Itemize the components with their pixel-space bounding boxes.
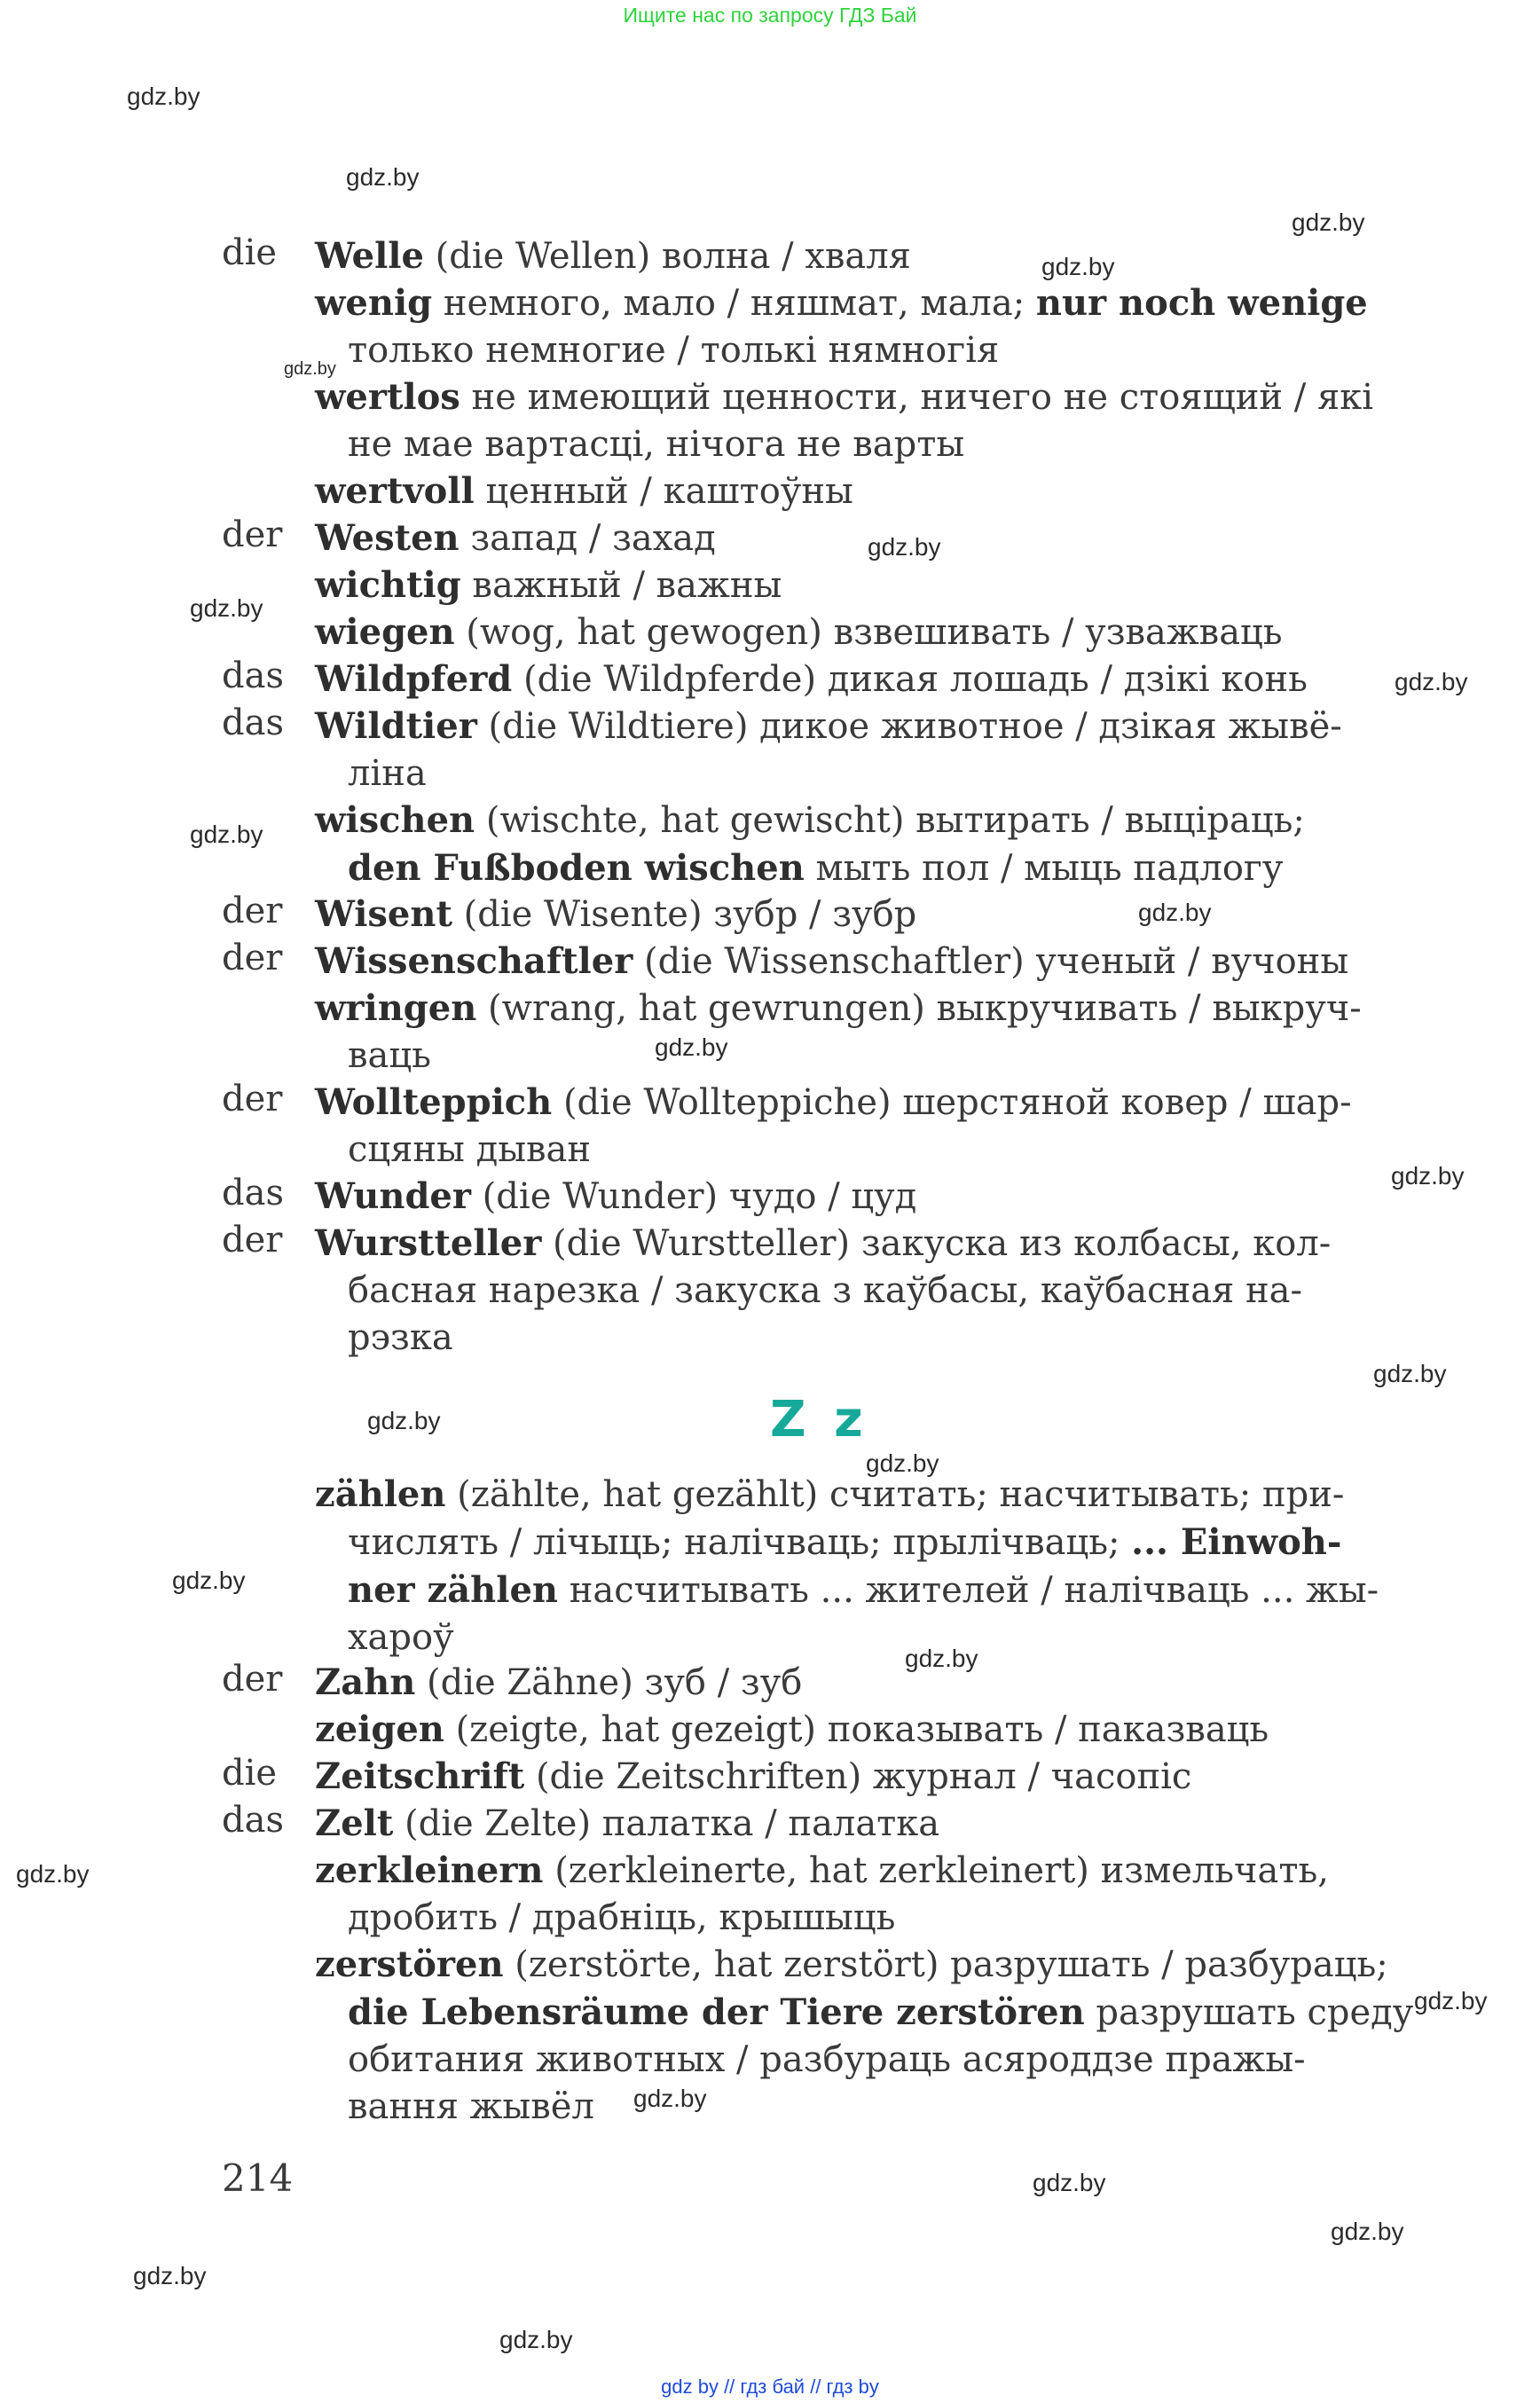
entry-article: das bbox=[222, 1800, 284, 1841]
entry-line bbox=[315, 1567, 1410, 1614]
definition-text: (die Wissenschaftler) ученый / вучоны bbox=[632, 941, 1349, 982]
headword: ... Einwoh- bbox=[1131, 1521, 1342, 1563]
headword: Wunder bbox=[315, 1175, 471, 1217]
entry-line bbox=[315, 1989, 1414, 2037]
entry-body bbox=[315, 1220, 1410, 1362]
definition-text: числять / лічыць; налічваць; прылічваць; bbox=[348, 1522, 1132, 1563]
entry-line bbox=[315, 797, 1410, 844]
entry-body bbox=[315, 279, 1410, 374]
definition-text: (die Wildpferde) дикая лошадь / дзікі конь bbox=[512, 659, 1308, 700]
headword: zerkleinern bbox=[315, 1849, 544, 1891]
definition-text: вання жывёл bbox=[348, 2086, 594, 2127]
entry-line bbox=[315, 703, 1410, 750]
footer-links[interactable]: gdz by // гдз бай // гдз by bbox=[661, 2376, 879, 2398]
entry-line bbox=[315, 327, 1410, 374]
watermark: gdz.by bbox=[172, 1567, 246, 1594]
headword: zählen bbox=[315, 1473, 446, 1515]
definition-text: (die Zähne) зуб / зуб bbox=[415, 1662, 803, 1703]
headword: zeigen bbox=[315, 1708, 444, 1750]
definition-text: (die Wildtiere) дикое животное / дзікая жывё- bbox=[476, 706, 1342, 747]
entry-article: das bbox=[222, 703, 284, 743]
entry-body bbox=[315, 467, 1410, 515]
entry-line bbox=[315, 2037, 1410, 2084]
headword: Zeitschrift bbox=[315, 1755, 525, 1797]
definition-text: не имеющий ценности, ничего не стоящий / які bbox=[460, 377, 1374, 418]
watermark: gdz.by bbox=[655, 1033, 728, 1061]
entry-line bbox=[315, 1706, 1410, 1754]
entry-article: der bbox=[222, 938, 283, 978]
entry-body bbox=[315, 609, 1410, 656]
definition-text: (zerkleinerte, hat zerkleinert) измельчать, bbox=[543, 1850, 1329, 1891]
headword: Zelt bbox=[315, 1802, 394, 1844]
definition-text: (wischte, hat gewischt) вытирать / выціраць; bbox=[475, 800, 1305, 841]
entry-line bbox=[315, 938, 1410, 986]
headword: wenig bbox=[315, 282, 433, 324]
watermark: gdz.by bbox=[1395, 668, 1468, 695]
headword: die Lebensräume der Tiere zerstören bbox=[348, 1991, 1085, 2033]
definition-text: (zerstörte, hat zerstört) разрушать / разбураць; bbox=[503, 1944, 1388, 1985]
headword: wertlos bbox=[315, 376, 460, 418]
entry-body bbox=[315, 1753, 1410, 1801]
entry-line bbox=[315, 421, 1410, 468]
headword: wiegen bbox=[315, 611, 455, 653]
entry-body bbox=[315, 1659, 1410, 1707]
entry-body bbox=[315, 232, 1410, 280]
headword: Wollteppich bbox=[315, 1081, 553, 1123]
definition-text: обитания животных / разбураць асяроддзе пражы- bbox=[348, 2039, 1306, 2080]
entry-line bbox=[315, 1268, 1410, 1315]
entry-body bbox=[315, 938, 1410, 986]
watermark: gdz.by bbox=[190, 594, 263, 622]
watermark: gdz.by bbox=[499, 2326, 573, 2353]
headword: wringen bbox=[315, 987, 477, 1029]
entry-line bbox=[315, 1753, 1410, 1801]
watermark: gdz.by bbox=[1138, 899, 1212, 926]
watermark: gdz.by bbox=[1373, 1360, 1447, 1387]
watermark: gdz.by bbox=[190, 821, 263, 848]
headword: nur noch wenige bbox=[1035, 282, 1368, 324]
definition-text: ліна bbox=[348, 753, 427, 794]
entry-article: der bbox=[222, 1220, 283, 1260]
entry-article: das bbox=[222, 1173, 284, 1213]
headword: Zahn bbox=[315, 1661, 416, 1703]
definition-text: рэзка bbox=[348, 1317, 453, 1358]
entry-body bbox=[315, 891, 1410, 938]
headword: wischen bbox=[315, 799, 475, 841]
watermark: gdz.by bbox=[16, 1860, 90, 1888]
headword: Westen bbox=[315, 517, 460, 559]
headword: ner zählen bbox=[348, 1569, 558, 1611]
entry-line bbox=[315, 1659, 1410, 1707]
headword: Wisent bbox=[315, 893, 452, 935]
watermark: gdz.by bbox=[133, 2262, 207, 2289]
watermark: gdz.by bbox=[1391, 1162, 1465, 1190]
watermark: gdz.by bbox=[905, 1645, 978, 1672]
watermark: gdz.by bbox=[1292, 208, 1365, 236]
watermark: gdz.by bbox=[1041, 253, 1115, 280]
page-number: 214 bbox=[222, 2156, 294, 2200]
entry-line bbox=[315, 2084, 1410, 2131]
definition-text: (wog, hat gewogen) взвешивать / узважваць bbox=[454, 612, 1283, 653]
definition-text: (zeigte, hat gezeigt) показывать / паказваць bbox=[444, 1709, 1269, 1750]
entry-article: der bbox=[222, 891, 283, 931]
entry-article: die bbox=[222, 1753, 278, 1794]
entry-body bbox=[315, 985, 1410, 1080]
entry-article: das bbox=[222, 656, 284, 696]
watermark: gdz.by bbox=[127, 82, 200, 110]
entry-line bbox=[315, 561, 1410, 609]
entry-line bbox=[315, 750, 1410, 797]
entry-line bbox=[315, 1127, 1410, 1174]
headword: den Fußboden wischen bbox=[348, 847, 805, 889]
entry-line bbox=[315, 514, 1410, 562]
entry-line bbox=[315, 1941, 1410, 1989]
entry-line bbox=[315, 1895, 1410, 1942]
entry-body bbox=[315, 656, 1410, 703]
entry-line bbox=[315, 1471, 1410, 1519]
definition-text: важный / важны bbox=[460, 565, 782, 606]
definition-text: (die Wollteppiche) шерстяной ковер / шар- bbox=[552, 1082, 1352, 1123]
entry-article: die bbox=[222, 232, 278, 273]
definition-text: (zählte, hat gezählt) считать; насчитывать; при- bbox=[445, 1474, 1345, 1515]
definition-text: разрушать среду bbox=[1084, 1992, 1414, 2033]
entry-line bbox=[315, 1315, 1410, 1362]
watermark: gdz.by bbox=[1331, 2218, 1404, 2245]
entry-line bbox=[315, 1173, 1410, 1221]
entry-article: der bbox=[222, 514, 283, 555]
headword: wertvoll bbox=[315, 470, 475, 512]
definition-text: только немногие / толькі нямногія bbox=[348, 330, 1000, 371]
entry-line bbox=[315, 1220, 1410, 1268]
entry-line bbox=[315, 985, 1410, 1033]
entry-line bbox=[315, 891, 1410, 938]
definition-text: (die Wellen) волна / хваля bbox=[423, 236, 911, 277]
entry-line bbox=[315, 1079, 1410, 1127]
entry-body bbox=[315, 1941, 1414, 2131]
entry-body bbox=[315, 1079, 1410, 1174]
definition-text: немного, мало / няшмат, мала; bbox=[432, 283, 1036, 324]
watermark: gdz.by bbox=[346, 163, 420, 191]
definition-text: не мае вартасці, нічога не варты bbox=[348, 424, 965, 465]
entry-body bbox=[315, 373, 1410, 468]
entry-body bbox=[315, 703, 1410, 797]
headword: Wissenschaftler bbox=[315, 940, 633, 982]
entry-body bbox=[315, 797, 1410, 892]
headword: Welle bbox=[315, 235, 424, 277]
entry-line bbox=[315, 232, 1410, 280]
entry-line bbox=[315, 656, 1410, 703]
watermark: gdz.by bbox=[284, 359, 336, 379]
definition-text: (die Wunder) чудо / цуд bbox=[470, 1176, 917, 1217]
entry-body bbox=[315, 514, 1410, 562]
section-letter: Z z bbox=[770, 1391, 868, 1449]
entry-body bbox=[315, 1847, 1410, 1942]
definition-text: (die Zelte) палатка / палатка bbox=[393, 1803, 940, 1844]
entry-article: der bbox=[222, 1079, 283, 1119]
entry-line bbox=[315, 279, 1410, 327]
entry-line bbox=[315, 373, 1410, 421]
watermark: gdz.by bbox=[866, 1449, 939, 1477]
definition-text: (die Wisente) зубр / зубр bbox=[452, 894, 917, 935]
headword: Wurstteller bbox=[315, 1222, 542, 1264]
definition-text: (die Zeitschriften) журнал / часопіс bbox=[524, 1756, 1192, 1797]
definition-text: сцяны дыван bbox=[348, 1129, 592, 1170]
definition-text: дробить / драбніць, крышыць bbox=[348, 1897, 896, 1938]
headword: Wildpferd bbox=[315, 658, 513, 700]
watermark: gdz.by bbox=[1033, 2169, 1106, 2196]
entry-body bbox=[315, 1173, 1410, 1221]
entry-line bbox=[315, 1614, 1410, 1661]
definition-text: хароў bbox=[348, 1617, 454, 1658]
entry-body bbox=[315, 1471, 1410, 1661]
definition-text: ценный / каштоўны bbox=[474, 471, 853, 512]
definition-text: насчитывать ... жителей / налічваць ... жы- bbox=[557, 1570, 1379, 1611]
definition-text: (wrang, hat gewrungen) выкручивать / выкруч- bbox=[476, 988, 1362, 1029]
header-search-hint[interactable]: Ищите нас по запросу ГДЗ Бай bbox=[623, 4, 917, 27]
entry-line bbox=[315, 1847, 1410, 1895]
headword: zerstören bbox=[315, 1944, 504, 1985]
entry-body bbox=[315, 1800, 1410, 1848]
watermark: gdz.by bbox=[1414, 1987, 1488, 2014]
watermark: gdz.by bbox=[633, 2085, 707, 2112]
definition-text: (die Wurstteller) закуска из колбасы, кол- bbox=[541, 1223, 1332, 1264]
definition-text: ваць bbox=[348, 1035, 431, 1076]
watermark: gdz.by bbox=[367, 1407, 441, 1434]
definition-text: мыть пол / мыць падлогу bbox=[804, 848, 1284, 889]
entry-line bbox=[315, 609, 1410, 656]
entry-line bbox=[315, 1519, 1410, 1567]
definition-text: запад / захад bbox=[459, 518, 716, 559]
headword: Wildtier bbox=[315, 705, 477, 747]
entry-line bbox=[315, 1033, 1410, 1080]
headword: wichtig bbox=[315, 564, 461, 606]
entry-line bbox=[315, 1800, 1410, 1848]
watermark: gdz.by bbox=[868, 533, 941, 561]
entry-line bbox=[315, 844, 1410, 892]
entry-article: der bbox=[222, 1659, 283, 1700]
entry-line bbox=[315, 467, 1410, 515]
entry-body bbox=[315, 1706, 1410, 1754]
entry-body bbox=[315, 561, 1410, 609]
definition-text: басная нарезка / закуска з каўбасы, каўбасная на- bbox=[348, 1270, 1303, 1311]
